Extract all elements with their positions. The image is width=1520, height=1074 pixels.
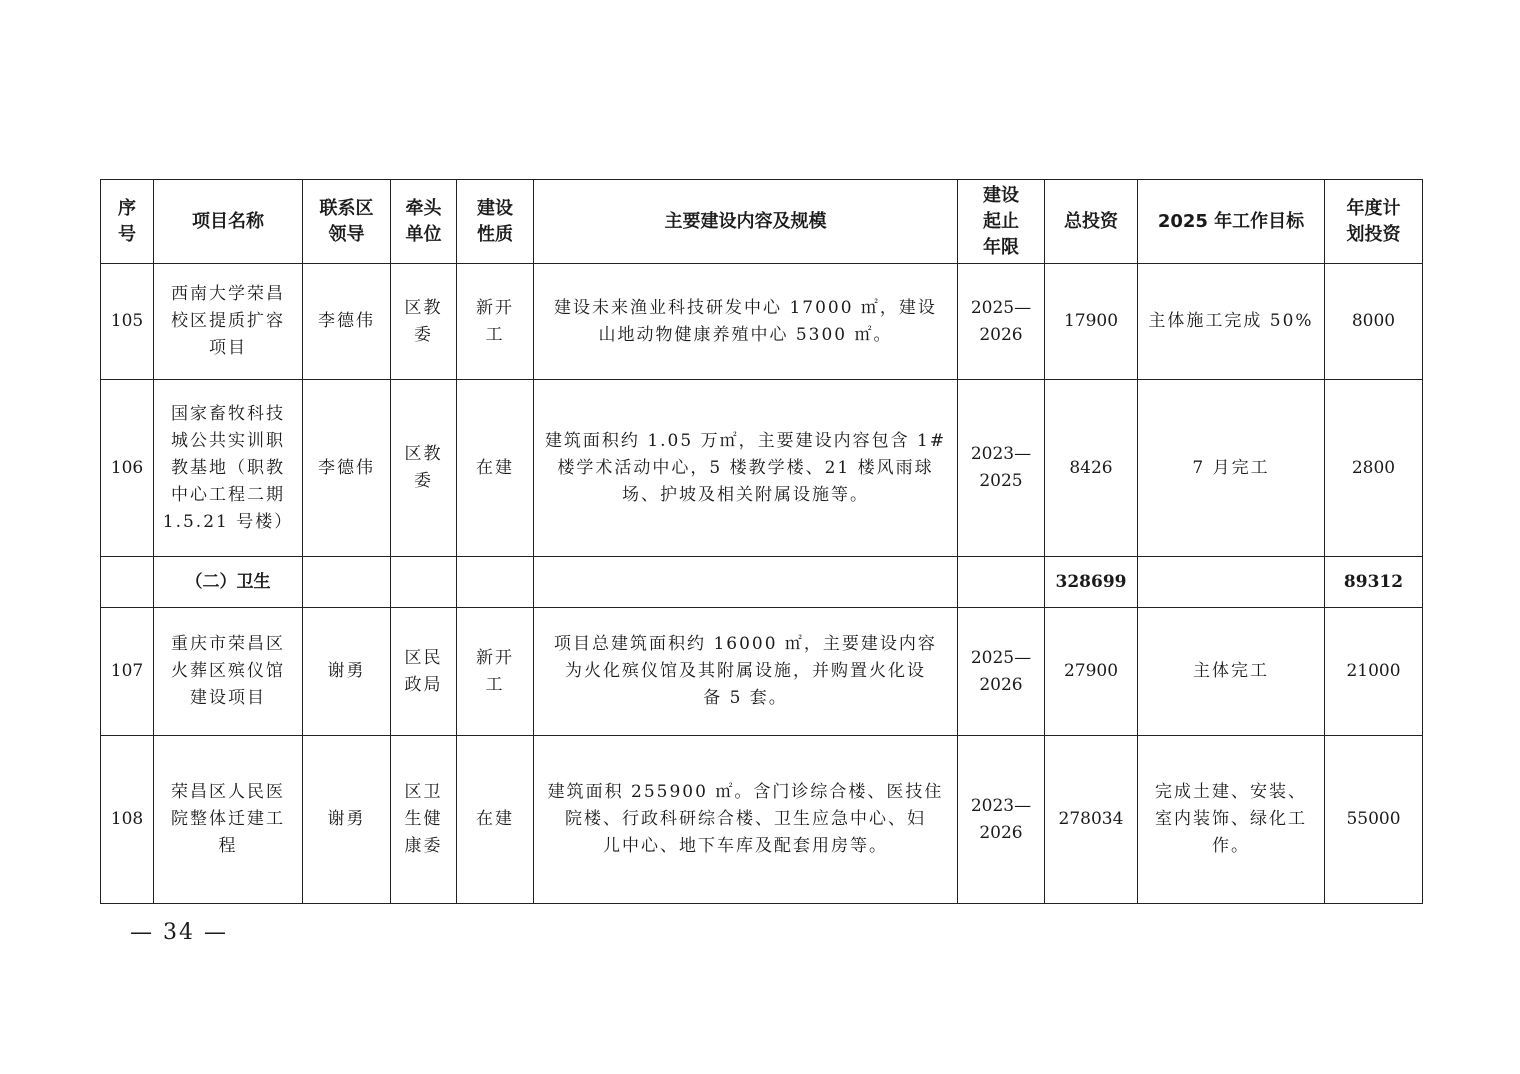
header-row: [101, 180, 1423, 264]
table-row: [101, 736, 1423, 904]
cell-name: 西南大学荣昌 校区提质扩容 项目: [154, 264, 303, 380]
cell-empty: [958, 557, 1045, 608]
cell-leader: 谢勇: [303, 608, 391, 736]
cell-name: 国家畜牧科技 城公共实训职 教基地（职教 中心工程二期 1.5.21 号楼）: [154, 380, 303, 557]
table-row: [101, 264, 1423, 380]
category-total: 328699: [1045, 557, 1138, 608]
cell-period: 2023— 2026: [958, 736, 1045, 904]
cell-nature: 在建: [457, 380, 534, 557]
cell-annual: 21000: [1325, 608, 1423, 736]
cell-nature: 在建: [457, 736, 534, 904]
cell-seq-empty: [101, 557, 154, 608]
cell-empty: [391, 557, 457, 608]
cell-annual: 55000: [1325, 736, 1423, 904]
header-unit: 牵头 单位: [391, 180, 457, 264]
cell-content: 项目总建筑面积约 16000 ㎡，主要建设内容 为火化殡仪馆及其附属设施，并购置火化设 备 5 套。: [534, 608, 958, 736]
cell-annual: 8000: [1325, 264, 1423, 380]
cell-seq: 107: [101, 608, 154, 736]
cell-nature: 新开 工: [457, 264, 534, 380]
page-number: — 34 —: [130, 920, 228, 945]
table-row: [101, 608, 1423, 736]
category-annual: 89312: [1325, 557, 1423, 608]
cell-content: 建筑面积约 1.05 万㎡，主要建设内容包含 1# 楼学术活动中心，5 楼教学楼、21 楼风雨球 场、护坡及相关附属设施等。: [534, 380, 958, 557]
cell-period: 2023— 2025: [958, 380, 1045, 557]
header-content: 主要建设内容及规模: [534, 180, 958, 264]
cell-nature: 新开 工: [457, 608, 534, 736]
cell-content: 建筑面积 255900 ㎡。含门诊综合楼、医技住 院楼、行政科研综合楼、卫生应急中心、妇 儿中心、地下车库及配套用房等。: [534, 736, 958, 904]
cell-name: 荣昌区人民医 院整体迁建工 程: [154, 736, 303, 904]
cell-empty: [534, 557, 958, 608]
category-name: （二）卫生: [154, 557, 303, 608]
cell-unit: 区教 委: [391, 264, 457, 380]
cell-goal: 7 月完工: [1138, 380, 1325, 557]
cell-period: 2025— 2026: [958, 264, 1045, 380]
header-name: 项目名称: [154, 180, 303, 264]
cell-annual: 2800: [1325, 380, 1423, 557]
header-annual: 年度计 划投资: [1325, 180, 1423, 264]
cell-leader: 李德伟: [303, 264, 391, 380]
header-total: 总投资: [1045, 180, 1138, 264]
cell-empty: [1138, 557, 1325, 608]
header-period: 建设 起止 年限: [958, 180, 1045, 264]
cell-unit: 区教 委: [391, 380, 457, 557]
cell-empty: [457, 557, 534, 608]
cell-total: 17900: [1045, 264, 1138, 380]
category-row: [101, 557, 1423, 608]
cell-seq: 108: [101, 736, 154, 904]
table-row: [101, 380, 1423, 557]
cell-seq: 105: [101, 264, 154, 380]
header-nature: 建设 性质: [457, 180, 534, 264]
cell-empty: [303, 557, 391, 608]
cell-leader: 李德伟: [303, 380, 391, 557]
cell-goal: 完成土建、安装、 室内装饰、绿化工 作。: [1138, 736, 1325, 904]
cell-unit: 区卫 生健 康委: [391, 736, 457, 904]
header-goal: 2025 年工作目标: [1138, 180, 1325, 264]
cell-total: 278034: [1045, 736, 1138, 904]
cell-period: 2025— 2026: [958, 608, 1045, 736]
cell-total: 27900: [1045, 608, 1138, 736]
header-leader: 联系区 领导: [303, 180, 391, 264]
header-seq: 序 号: [101, 180, 154, 264]
cell-total: 8426: [1045, 380, 1138, 557]
cell-goal: 主体施工完成 50%: [1138, 264, 1325, 380]
cell-seq: 106: [101, 380, 154, 557]
cell-unit: 区民 政局: [391, 608, 457, 736]
project-table: [100, 179, 1423, 904]
cell-leader: 谢勇: [303, 736, 391, 904]
cell-content: 建设未来渔业科技研发中心 17000 ㎡，建设 山地动物健康养殖中心 5300 ㎡。: [534, 264, 958, 380]
cell-name: 重庆市荣昌区 火葬区殡仪馆 建设项目: [154, 608, 303, 736]
cell-goal: 主体完工: [1138, 608, 1325, 736]
